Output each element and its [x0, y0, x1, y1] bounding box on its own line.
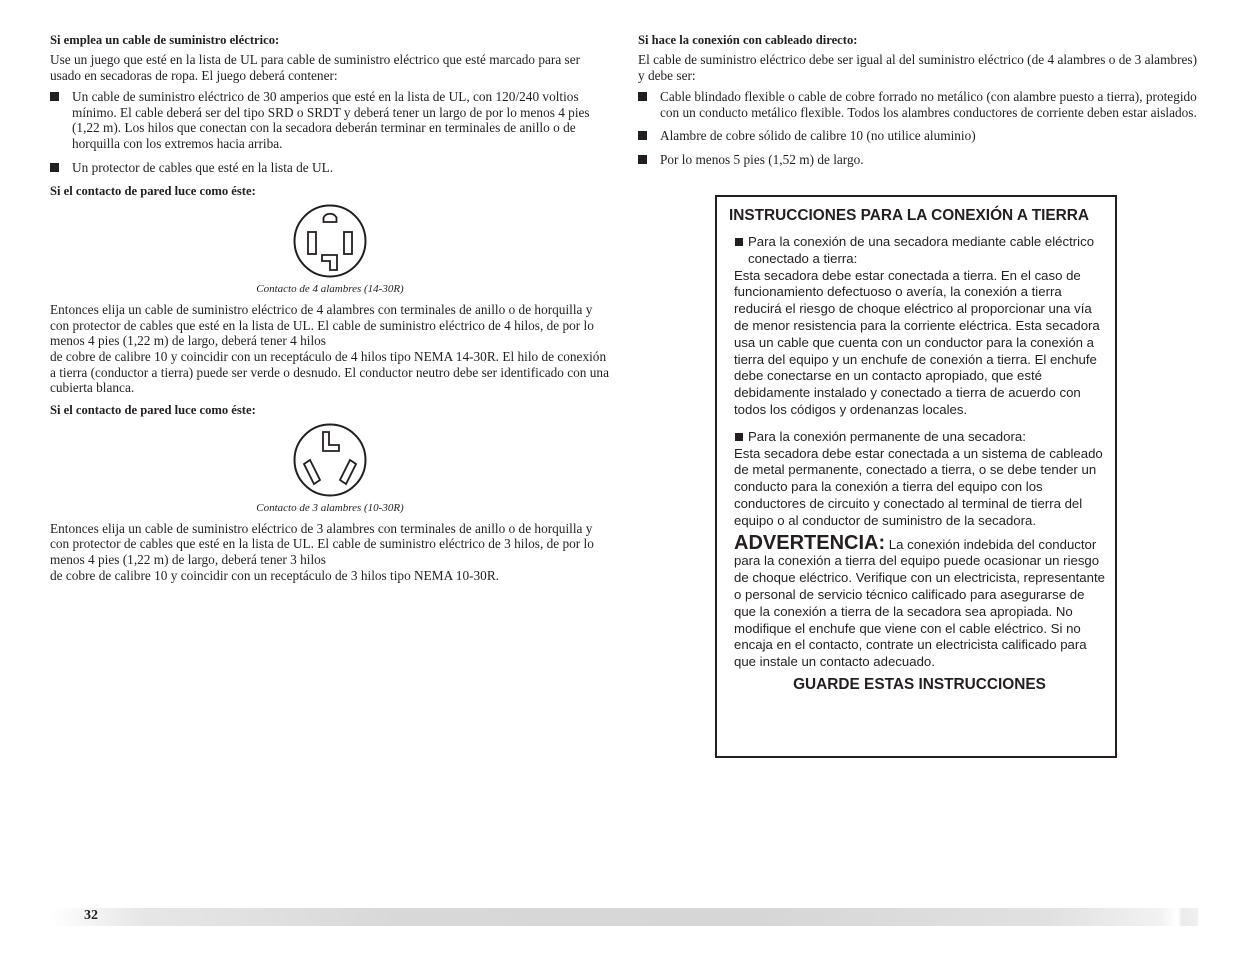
- grounding-bullet-cord: [734, 234, 1105, 268]
- right-column: [638, 32, 1200, 176]
- grounding-permanent-paragraph: Esta secadora debe estar conectada a un sistema de cableado de metal permanente, conectado a tierra, o se debe tender un conducto para la conexión a tierra del equipo con los conductores de circuito y conectado al terminal de tierra del equipo o al conductor de suministro de la secadora.: [734, 445, 1103, 528]
- save-instructions-text: GUARDE ESTAS INSTRUCCIONES: [793, 675, 1046, 693]
- square-bullet-icon: [638, 155, 647, 164]
- grounding-bullet-permanent-text: Para la conexión permanente de una secadora:: [748, 428, 1026, 444]
- four-wire-outlet-icon: [292, 203, 368, 279]
- grounding-bullet-permanent: [734, 429, 1105, 446]
- square-bullet-icon: [638, 92, 647, 101]
- outlet4-text-a: Entonces elija un cable de suministro eléctrico de 4 alambres con terminales de anillo o de horquilla y con protector de cables que esté en la lista de UL. El cable de suministro eléctrico de 4 hilos, de por lo menos 4 pies (1,22 m) de largo, deberá tener 4 hilos: [50, 302, 594, 349]
- cable-bullet-text: Un protector de cables que esté en la lista de UL.: [72, 159, 334, 175]
- cable-intro: Use un juego que esté en la lista de UL para cable de suministro eléctrico que esté marcado para ser usado en secadoras de ropa. El juego deberá contener:: [50, 52, 581, 83]
- outlet3-figure: [50, 422, 610, 515]
- warning-block: [734, 533, 1105, 671]
- outlet4-heading: Si el contacto de pared luce como éste:: [50, 184, 256, 199]
- direct-bullet: [638, 152, 1200, 168]
- outlet3-text-b: de cobre de calibre 10 y coincidir con un receptáculo de 3 hilos tipo NEMA 10-30R.: [50, 567, 500, 583]
- square-bullet-icon: [638, 131, 647, 140]
- warning-label: ADVERTENCIA:: [734, 531, 886, 554]
- direct-heading: Si hace la conexión con cableado directo:: [638, 33, 858, 47]
- footer-bar: [50, 908, 1198, 926]
- warning-text: La conexión indebida del conductor para la conexión a tierra del equipo puede ocasionar un riesgo de choque eléctrico. Verifique con un electricista, representante o personal de servicio técnico calificado para asegurarse de que la conexión a tierra de la secadora sea apropiada. No modifique el enchufe que viene con el cable eléctrico. Si no encaja en el contacto, contrate un electricista calificado para que instale un contacto adecuado.: [734, 536, 1105, 670]
- three-wire-outlet-icon: [292, 422, 368, 498]
- outlet4-text-b: de cobre de calibre 10 y coincidir con un receptáculo de 4 hilos tipo NEMA 14-30R. El hilo de conexión a tierra (conductor a tierra) puede ser verde o desnudo. El conductor neutro debe ser identificado con una cubierta blanca.: [50, 348, 609, 396]
- grounding-title: INSTRUCCIONES PARA LA CONEXIÓN A TIERRA: [729, 207, 1089, 224]
- outlet4-caption: Contacto de 4 alambres (14-30R): [256, 283, 404, 296]
- direct-bullet-text: Por lo menos 5 pies (1,52 m) de largo.: [660, 151, 864, 167]
- left-column: [50, 32, 610, 589]
- square-bullet-icon: [50, 163, 59, 172]
- direct-intro: El cable de suministro eléctrico debe ser igual al del suministro eléctrico (de 4 alambres o de 3 alambres) y debe ser:: [638, 52, 1198, 83]
- outlet3-caption: Contacto de 3 alambres (10-30R): [256, 501, 404, 514]
- square-bullet-icon: [735, 238, 743, 246]
- grounding-cord-paragraph: Esta secadora debe estar conectada a tierra. En el caso de funcionamiento defectuoso o avería, la conexión a tierra reducirá el riesgo de choque eléctrico al proporcionar una vía de menor resistencia para la corriente eléctrica. Esta secadora usa un cable que cuenta con un conductor para la conexión a tierra del equipo y un enchufe de conexión a tierra. El enchufe debe conectarse en un contacto apropiado, que esté debidamente instalado y conectado a tierra de acuerdo con todos los códigos y ordenanzas locales.: [734, 267, 1100, 417]
- square-bullet-icon: [50, 92, 59, 101]
- square-bullet-icon: [735, 433, 743, 441]
- grounding-bullet-cord-text: Para la conexión de una secadora mediante cable eléctrico conectado a tierra:: [748, 234, 1095, 266]
- cable-bullet: [50, 89, 610, 151]
- cable-heading: Si emplea un cable de suministro eléctrico:: [50, 33, 280, 47]
- direct-bullet: [638, 89, 1200, 120]
- cable-bullet-text: Un cable de suministro eléctrico de 30 amperios que esté en la lista de UL, con 120/240 voltios mínimo. El cable deberá ser del tipo SRD o SRDT y deberá tener un largo de por lo menos 4 pies (1,22 m). Los hilos que conectan con la secadora deberán terminar en terminales de anillo o de horquilla con los extremos hacia arriba.: [72, 89, 590, 151]
- outlet3-heading: Si el contacto de pared luce como éste:: [50, 402, 256, 417]
- grounding-instructions-box: [715, 195, 1117, 758]
- direct-bullet: [638, 128, 1200, 144]
- page-number: 32: [84, 908, 98, 923]
- direct-bullet-text: Cable blindado flexible o cable de cobre forrado no metálico (con alambre puesto a tierra), protegido con un conducto metálico flexible. Todos los alambres conductores de corriente deben estar aislados.: [660, 89, 1197, 120]
- outlet3-text-a: Entonces elija un cable de suministro eléctrico de 3 alambres con terminales de anillo o de horquilla y con protector de cables que esté en la lista de UL. El cable de suministro eléctrico de 3 hilos, de por lo menos 4 pies (1,22 m) de largo, deberá tener 3 hilos: [50, 520, 594, 567]
- outlet4-figure: [50, 203, 610, 296]
- direct-bullet-text: Alambre de cobre sólido de calibre 10 (no utilice aluminio): [660, 128, 976, 144]
- cable-bullet: [50, 160, 610, 176]
